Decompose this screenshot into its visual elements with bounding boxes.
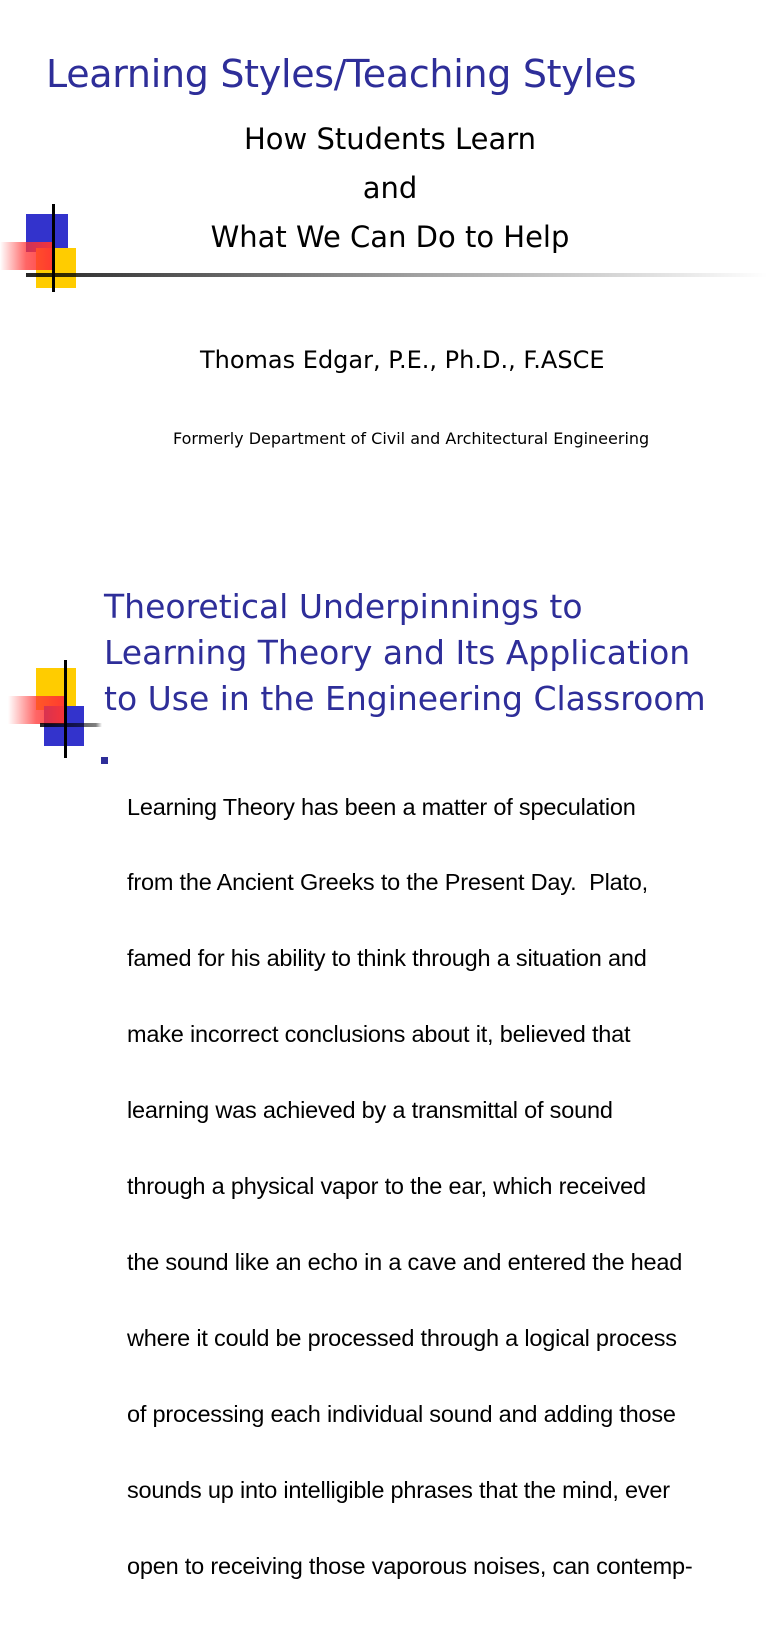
paragraph-line: sounds up into intelligible phrases that the mind, ever	[127, 1476, 670, 1503]
bullet-paragraph	[127, 744, 693, 1629]
paragraph-line: Learning Theory has been a matter of speculation	[127, 793, 636, 820]
paragraph-line: open to receiving those vaporous noises, can contemp-	[127, 1552, 693, 1579]
subtitle-line-2: and	[362, 171, 418, 205]
paragraph-line: of processing each individual sound and adding those	[127, 1400, 676, 1427]
heading-line-3: to Use in the Engineering Classroom	[104, 679, 706, 718]
deco-vertical-line	[64, 660, 67, 758]
paragraph-line: where it could be processed through a logical process	[127, 1324, 677, 1351]
paragraph-line: the sound like an echo in a cave and entered the head	[127, 1248, 683, 1275]
slide-heading	[104, 584, 706, 722]
paragraph-line: through a physical vapor to the ear, which received	[127, 1173, 646, 1200]
bullet-square-icon	[101, 757, 108, 764]
heading-line-2: Learning Theory and Its Application	[104, 633, 691, 672]
department-note: Formerly Department of Civil and Architectural Engineering	[173, 429, 650, 448]
deco-rule	[26, 273, 768, 277]
title-slide	[0, 0, 768, 512]
subtitle-line-1: How Students Learn	[243, 122, 537, 156]
paragraph-line: learning was achieved by a transmittal of sound	[127, 1097, 613, 1124]
content-slide	[0, 512, 768, 1579]
heading-line-1: Theoretical Underpinnings to	[104, 587, 583, 626]
deco-rule	[40, 723, 102, 727]
paragraph-line: famed for his ability to think through a situation and	[127, 945, 647, 972]
paragraph-line: make incorrect conclusions about it, believed that	[127, 1021, 631, 1048]
deco-red-bar	[8, 696, 64, 724]
subtitle-line-3: What We Can Do to Help	[210, 220, 570, 254]
paragraph-line: from the Ancient Greeks to the Present Day. Plato,	[127, 869, 648, 896]
author-name: Thomas Edgar, P.E., Ph.D., F.ASCE	[200, 346, 605, 374]
page-title: Learning Styles/Teaching Styles	[46, 52, 637, 96]
